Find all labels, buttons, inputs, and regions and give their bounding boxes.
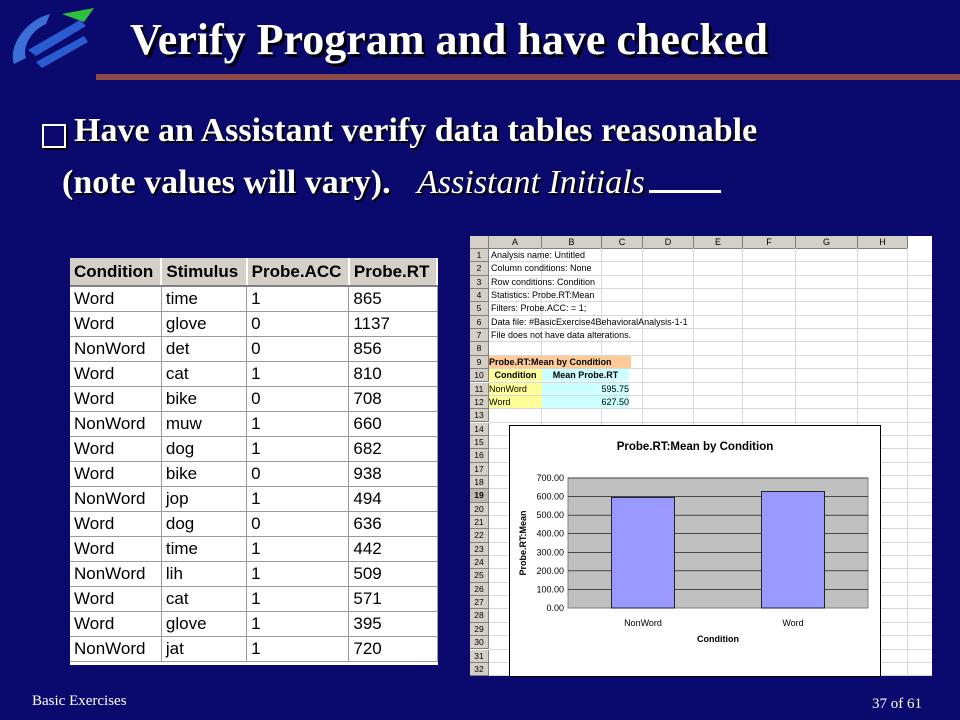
column-header-a[interactable]: A [489,236,542,249]
row-header[interactable]: 17 [470,463,489,476]
chart-title: Probe.RT:Mean by Condition [616,441,774,453]
table-cell[interactable]: lih [161,562,246,587]
y-tick-label: 600.00 [536,491,564,502]
table-cell[interactable]: 442 [349,537,437,562]
row-header[interactable]: 27 [470,596,489,609]
row-header[interactable]: 18 [470,476,489,489]
row-header[interactable]: 3 [470,276,489,289]
bullet-text-note: (note values will vary). [62,164,391,201]
table-cell[interactable]: 938 [349,462,437,487]
pivot-label-cell[interactable]: Word [489,396,542,408]
table-cell[interactable]: 0 [247,512,349,537]
table-cell[interactable]: 1 [247,587,349,612]
table-cell[interactable]: Word [70,462,161,487]
table-cell[interactable]: NonWord [70,337,161,362]
sheet-cell[interactable]: Filters: Probe.ACC: = 1; [491,303,587,314]
sheet-cell[interactable]: Data file: #BasicExercise4BehavioralAnalysis-1-1 [491,316,688,327]
table-cell[interactable]: 810 [349,362,437,387]
table-row [70,487,437,512]
row-header[interactable]: 14 [470,423,489,436]
x-tick-label: NonWord [624,618,662,628]
table-cell[interactable]: time [161,537,246,562]
sheet-cell[interactable]: Row conditions: Condition [491,276,596,287]
row-header[interactable]: 19 [470,489,489,502]
table-cell[interactable]: 708 [349,387,437,412]
y-tick-label: 500.00 [536,510,564,521]
select-all-corner[interactable] [470,236,489,249]
row-header[interactable]: 24 [470,556,489,569]
sheet-cell[interactable]: File does not have data alterations. [491,330,632,341]
table-cell[interactable]: 1 [247,562,349,587]
title-divider [96,74,960,80]
column-header[interactable]: Probe.RT [349,258,437,286]
gridline [489,341,932,342]
row-header[interactable]: 20 [470,503,489,516]
table-cell[interactable]: 0 [247,312,349,337]
table-cell[interactable]: 856 [349,337,437,362]
table-cell[interactable]: cat [161,362,246,387]
column-header[interactable]: Probe.ACC [247,258,349,286]
table-cell[interactable]: Word [70,612,161,637]
table-cell[interactable]: jop [161,487,246,512]
y-tick-label: 100.00 [536,584,564,595]
column-header-c[interactable]: C [602,236,643,249]
table-cell[interactable]: NonWord [70,412,161,437]
table-cell[interactable]: 720 [349,637,437,662]
column-header-d[interactable]: D [643,236,694,249]
table-cell[interactable]: Word [70,312,161,337]
sheet-cell[interactable]: Analysis name: Untitled [491,250,586,260]
bar-chart[interactable] [509,425,881,677]
table-row [70,537,437,562]
table-cell[interactable]: 1 [247,412,349,437]
table-cell[interactable]: 395 [349,612,437,637]
table-cell[interactable]: Word [70,512,161,537]
table-cell[interactable]: 494 [349,487,437,512]
table-cell[interactable]: 1 [247,437,349,462]
table-cell[interactable]: muw [161,412,246,437]
table-cell[interactable]: 1 [247,487,349,512]
row-header[interactable]: 2 [470,262,489,275]
row-header[interactable]: 32 [470,663,489,676]
table-cell[interactable]: NonWord [70,562,161,587]
table-cell[interactable]: cat [161,587,246,612]
x-axis-label: Condition [697,634,739,644]
column-header-b[interactable]: B [542,236,602,249]
row-header[interactable]: 31 [470,650,489,663]
bar [612,497,675,608]
table-cell[interactable]: bike [161,462,246,487]
table-cell[interactable]: dog [161,437,246,462]
table-cell[interactable]: glove [161,612,246,637]
table-row [70,437,437,462]
row-header[interactable]: 22 [470,529,489,542]
chart-svg [510,426,880,676]
y-tick-label: 300.00 [536,547,564,558]
logo-icon [6,6,98,76]
table-cell[interactable]: Word [70,387,161,412]
row-header[interactable]: 26 [470,583,489,596]
table-row [70,312,437,337]
table-cell[interactable]: 509 [349,562,437,587]
table-cell[interactable]: Word [70,587,161,612]
table-row [70,562,437,587]
table-cell[interactable]: Word [70,286,161,312]
table-row [70,612,437,637]
footer-left: Basic Exercises [32,693,127,709]
table-cell[interactable]: det [161,337,246,362]
row-header[interactable]: 7 [470,329,489,342]
row-header[interactable]: 21 [470,516,489,529]
row-header[interactable]: 5 [470,302,489,315]
table-row [70,587,437,612]
table-cell[interactable]: 571 [349,587,437,612]
table-row [70,462,437,487]
initials-blank [649,166,721,193]
column-header[interactable]: Condition [70,258,161,286]
gridline [489,408,932,409]
row-header[interactable]: 8 [470,342,489,355]
row-header[interactable]: 11 [470,383,489,396]
table-cell[interactable]: Word [70,437,161,462]
gridline [489,422,932,423]
sheet-cell[interactable]: Statistics: Probe.RT:Mean [491,290,595,301]
table-cell[interactable]: 0 [247,387,349,412]
table-cell[interactable]: 636 [349,512,437,537]
row-header[interactable]: 15 [470,436,489,449]
table-cell[interactable]: 0 [247,462,349,487]
table-cell[interactable]: Word [70,537,161,562]
row-header[interactable]: 25 [470,569,489,582]
column-header-e[interactable]: E [694,236,743,249]
y-axis-label: Probe.RT:Mean [518,510,528,576]
table-row [70,637,437,662]
table-cell[interactable]: 1 [247,537,349,562]
table-cell[interactable]: 682 [349,437,437,462]
table-cell[interactable]: bike [161,387,246,412]
bullet-text-line1: Have an Assistant verify data tables reasonable [74,112,758,149]
column-header-h[interactable]: H [858,236,908,249]
column-header-f[interactable]: F [743,236,796,249]
pivot-value-cell[interactable]: 627.50 [542,396,629,408]
table-row [70,362,437,387]
table-row [70,337,437,362]
table-cell[interactable]: dog [161,512,246,537]
table-cell[interactable]: 865 [349,286,437,312]
table-cell[interactable]: 1 [247,286,349,312]
pivot-label-cell[interactable]: NonWord [489,383,542,395]
slide-title: Verify Program and have checked [130,15,768,64]
pivot-title-cell[interactable]: Probe.RT:Mean by Condition [489,356,631,368]
row-header[interactable]: 12 [470,396,489,409]
table-cell[interactable]: 1137 [349,312,437,337]
row-header[interactable]: 30 [470,636,489,649]
table-cell[interactable]: time [161,286,246,312]
table-cell[interactable]: Word [70,362,161,387]
row-header[interactable]: 23 [470,543,489,556]
y-tick-label: 700.00 [536,473,564,483]
row-header[interactable]: 6 [470,316,489,329]
pivot-header-cell[interactable]: Condition [489,369,542,381]
y-tick-label: 200.00 [536,565,564,576]
data-table [70,258,438,665]
row-header[interactable]: 10 [470,369,489,382]
checkbox-bullet-icon [42,124,66,148]
y-tick-label: 400.00 [536,528,564,539]
table-row [70,412,437,437]
table-cell[interactable]: 1 [247,362,349,387]
y-tick-label: 0.00 [546,603,564,613]
row-header[interactable]: 13 [470,409,489,422]
sheet-cell[interactable]: Column conditions: None [491,263,592,274]
table-cell[interactable]: 1 [247,637,349,662]
pivot-value-cell[interactable]: 595.75 [542,383,629,395]
pivot-header-cell[interactable]: Mean Probe.RT [542,369,629,381]
bar [762,491,825,608]
table-cell[interactable]: NonWord [70,637,161,662]
table-cell[interactable]: 0 [247,337,349,362]
row-header[interactable]: 4 [470,289,489,302]
row-header[interactable]: 9 [470,356,489,369]
x-tick-label: Word [782,618,804,628]
column-header-g[interactable]: G [796,236,858,249]
table-row [70,286,437,312]
row-header[interactable]: 16 [470,449,489,462]
table-cell[interactable]: glove [161,312,246,337]
row-header[interactable]: 1 [470,249,489,262]
row-header[interactable]: 28 [470,609,489,622]
table-cell[interactable]: 1 [247,612,349,637]
bullet-text-line2 [62,164,721,202]
table-cell[interactable]: jat [161,637,246,662]
page-number: 37 of 61 [872,696,922,712]
assistant-initials-label: Assistant Initials [417,164,645,201]
table-row [70,512,437,537]
table-row [70,387,437,412]
row-header[interactable]: 29 [470,623,489,636]
table-cell[interactable]: NonWord [70,487,161,512]
column-header[interactable]: Stimulus [161,258,246,286]
table-cell[interactable]: 660 [349,412,437,437]
